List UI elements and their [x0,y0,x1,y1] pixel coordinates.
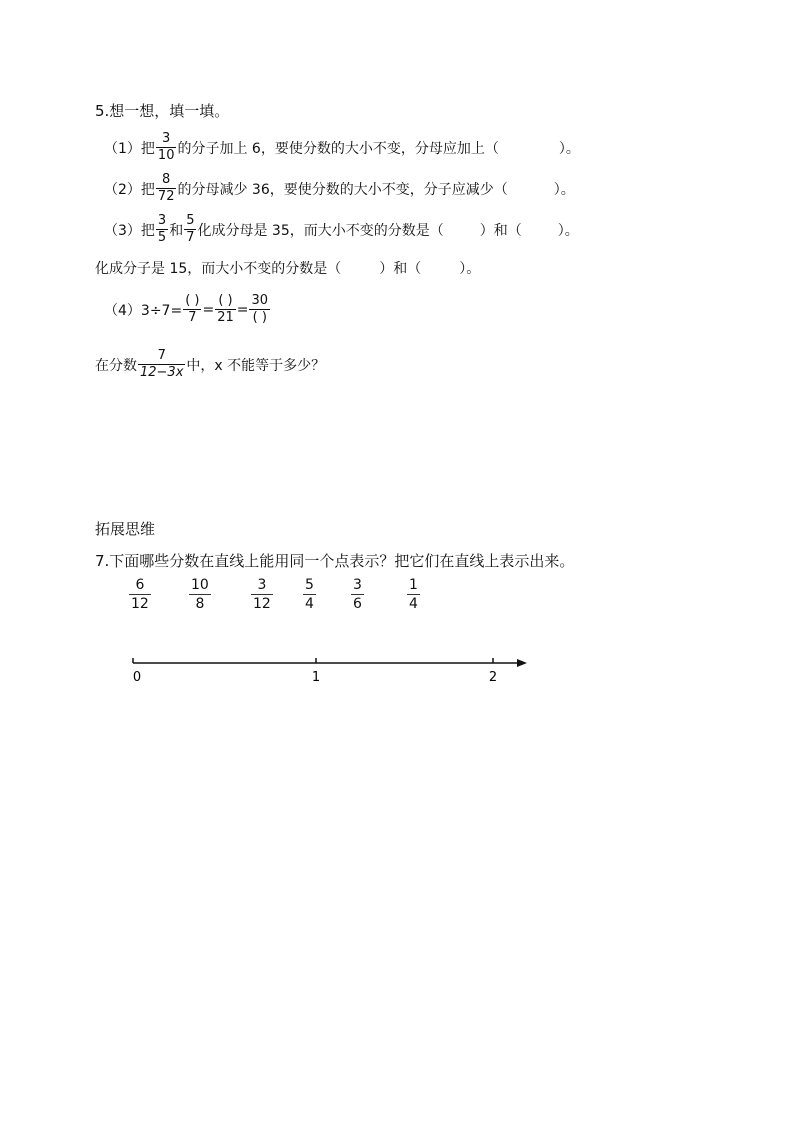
q5-part4 [104,293,271,326]
fraction [189,576,211,613]
q6-prefix: 在分数 [95,357,137,374]
q5-part3b-text: 化成分子是 15，而大小不变的分数是（ [95,261,342,277]
fraction-numerator: 30 [251,293,269,308]
q7-heading-text: 7.下面哪些分数在直线上能用同一个点表示？把它们在直线上表示出来。 [95,552,575,570]
equals-sign: = [236,301,249,318]
fraction-denominator: 5 [157,230,167,245]
fraction [129,576,151,613]
q5-heading-text: 5.想一想，填一填。 [95,102,230,120]
fraction-denominator: 7 [188,310,197,325]
fraction-numerator: 8 [162,172,171,187]
number-line-arrow-icon [517,659,527,667]
q5-part3-and: 和 [169,222,184,239]
number-line[interactable] [125,650,535,690]
q5-part1 [104,131,580,164]
number-line-label-1: 1 [311,670,321,685]
q5-part4-prefix: （4）3÷7= [104,302,183,319]
q5-part3-close: ）。 [557,222,579,239]
equals-sign: = [202,301,215,318]
q5-part1-prefix: （1）把 [104,140,155,157]
fraction-numerator: 5 [305,577,314,593]
fraction-numerator: 3 [162,131,171,146]
q7-fraction-list [120,576,440,620]
fraction-denominator: 6 [353,596,362,612]
q5-part3-text: 化成分母是 35，而大小不变的分数是（ [197,222,444,239]
fraction [251,576,273,613]
fraction [215,293,236,326]
fraction-denominator: 72 [157,189,175,204]
fraction-denominator: 12 [253,596,271,612]
fraction-numerator: 5 [186,213,195,228]
fraction [156,213,168,246]
q5-part2-close: ）。 [553,181,575,198]
fraction-numerator: 3 [157,213,167,228]
fraction-denominator: 7 [186,230,195,245]
fraction-denominator: 12 [131,596,149,612]
fraction [183,293,201,326]
fraction [156,131,177,164]
q5-part2-prefix: （2）把 [104,181,155,198]
fraction-numerator-blank[interactable]: ( ) [218,293,233,308]
fraction [407,576,420,613]
q5-part3 [104,213,579,246]
q5-part3-prefix: （3）把 [104,222,155,239]
q5-part2 [104,172,575,205]
fraction-numerator: 3 [257,577,267,593]
fraction [303,576,316,613]
fraction [156,172,177,205]
q5-part1-text: 的分子加上 6，要使分数的大小不变，分母应加上（ [177,140,499,157]
fraction [184,213,196,246]
fraction-numerator: 10 [191,577,209,593]
q5-part2-text: 的分母减少 36，要使分数的大小不变，分子应减少（ [177,181,508,198]
q6 [95,348,325,381]
q6-suffix: 中，x 不能等于多少？ [186,357,326,374]
fraction [249,293,270,326]
extension-heading [95,518,155,539]
extension-heading-text: 拓展思维 [95,520,156,538]
fraction-denominator-blank[interactable]: ( ) [252,310,267,325]
q5-heading [95,100,229,121]
fraction-denominator: 4 [409,596,418,612]
q7-heading [95,550,574,571]
fraction-numerator: 3 [353,577,362,593]
fraction-denominator: 4 [305,596,314,612]
fraction-denominator: 21 [217,310,234,325]
q5-part3-mid: ）和（ [479,222,522,239]
q5-part3-continued [95,258,480,278]
fraction-numerator: 7 [157,348,166,363]
q5-part3b-close: ）。 [459,261,481,277]
fraction-denominator: 10 [157,148,175,163]
fraction-numerator: 6 [135,577,145,593]
fraction [138,348,185,381]
fraction-numerator-blank[interactable]: ( ) [185,293,200,308]
fraction-numerator: 1 [409,577,418,593]
q5-part3b-mid: ）和（ [379,261,422,277]
fraction-denominator: 12−3x [140,365,184,380]
number-line-label-0: 0 [132,670,142,685]
q5-part1-close: ）。 [558,140,580,157]
fraction-denominator: 8 [195,596,205,612]
fraction [351,576,364,613]
number-line-label-2: 2 [488,670,498,685]
